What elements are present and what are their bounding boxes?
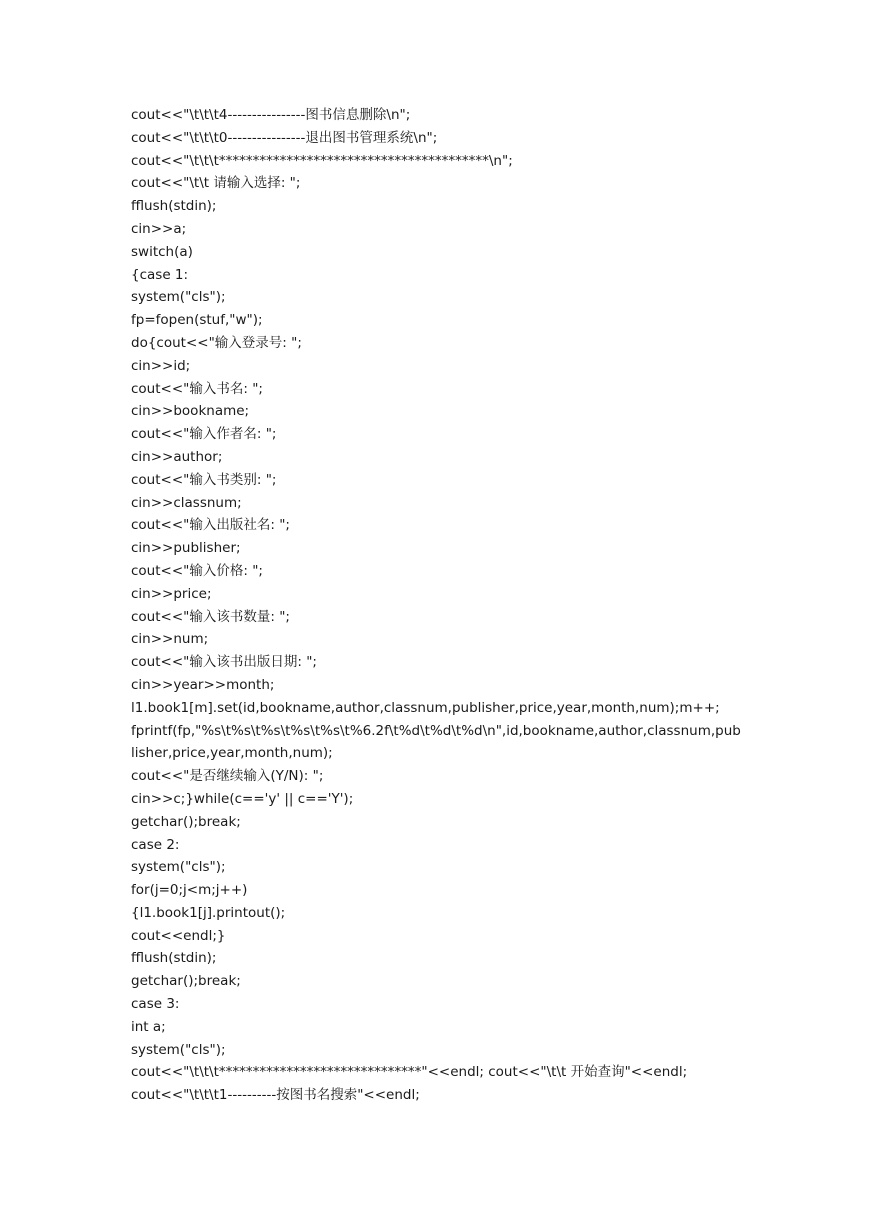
code-line: system("cls"); [131,289,226,306]
code-line: {case 1: [131,266,189,283]
code-line: cout<<"\t\t\t****************************************\n"; [131,152,513,169]
code-line: cout<<"输入该书出版日期: "; [131,654,317,671]
code-line: cout<<"\t\t 请输入选择: "; [131,175,301,192]
code-line: l1.book1[m].set(id,bookname,author,classnum,publisher,price,year,month,num);m++; [131,699,720,716]
code-line: switch(a) [131,243,193,260]
code-line: getchar();break; [131,973,241,990]
code-line: cin>>price; [131,585,212,602]
code-line: cout<<"输入书类别: "; [131,471,277,488]
code-line: cout<<"输入作者名: "; [131,426,277,443]
code-line: system("cls"); [131,859,226,876]
code-line: cin>>num; [131,631,209,648]
code-line: system("cls"); [131,1041,226,1058]
code-line: cin>>publisher; [131,540,241,557]
code-line: for(j=0;j<m;j++) [131,882,248,899]
code-line: fflush(stdin); [131,198,217,215]
code-line: cin>>classnum; [131,494,242,511]
code-line: fp=fopen(stuf,"w"); [131,312,263,329]
code-line: cin>>bookname; [131,403,250,420]
code-line: case 3: [131,996,180,1013]
code-line: cin>>year>>month; [131,676,275,693]
code-line: do{cout<<"输入登录号: "; [131,334,302,351]
code-line: cin>>a; [131,220,187,237]
code-line: cin>>author; [131,448,223,465]
code-line: cout<<"\t\t\t******************************"<<endl; cout<<"\t\t 开始查询"<<endl; [131,1064,688,1081]
code-line: fflush(stdin); [131,950,217,967]
code-line: cout<<"\t\t\t0----------------退出图书管理系统\n"; [131,129,438,146]
code-line: case 2: [131,836,180,853]
code-line: cout<<"输入出版社名: "; [131,517,290,534]
code-line: {l1.book1[j].printout(); [131,904,286,921]
code-line: cout<<"输入该书数量: "; [131,608,290,625]
code-listing [131,104,743,1107]
code-line: cout<<"是否继续输入(Y/N): "; [131,768,324,785]
code-line: cout<<"输入价格: "; [131,562,263,579]
code-line: getchar();break; [131,813,241,830]
code-line: cout<<"输入书名: "; [131,380,263,397]
code-line: cout<<endl;} [131,927,226,944]
code-line: cout<<"\t\t\t4----------------图书信息删除\n"; [131,107,411,123]
code-line: cin>>c;}while(c=='y' || c=='Y'); [131,790,354,807]
code-line: fprintf(fp,"%s\t%s\t%s\t%s\t%s\t%6.2f\t%d\t%d\t%d\n",id,bookname,author,classnum,publisher,price,year,month,num); [131,722,741,762]
code-line: cout<<"\t\t\t1----------按图书名搜索"<<endl; [131,1087,420,1104]
code-line: int a; [131,1018,166,1035]
code-line: cin>>id; [131,357,191,374]
